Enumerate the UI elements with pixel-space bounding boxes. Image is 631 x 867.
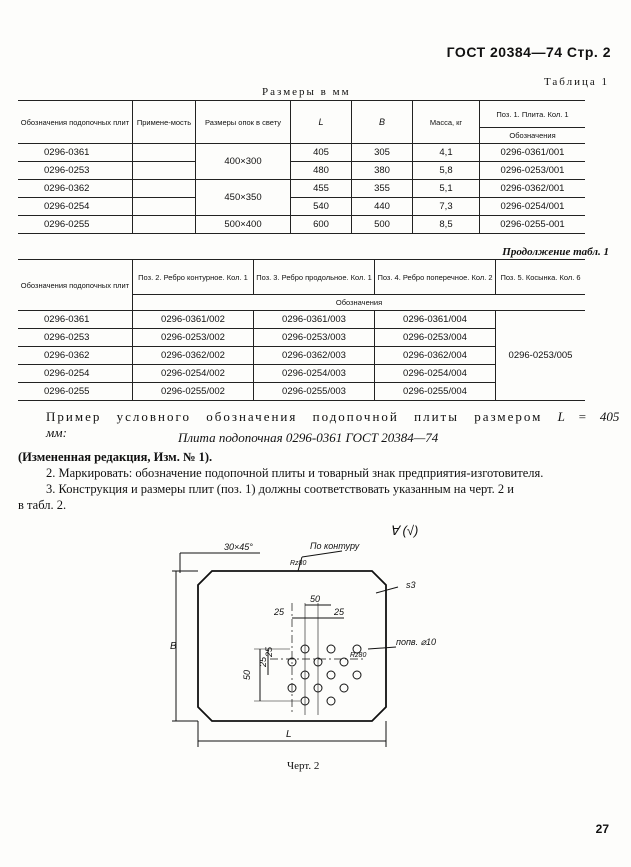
col-header: Поз. 2. Ребро контурное. Кол. 1: [133, 260, 254, 295]
table-row: [18, 216, 585, 234]
dim-25-vertical: 25: [258, 656, 268, 667]
cell-size: 500×400: [196, 216, 291, 234]
cell-applicability: [133, 216, 196, 234]
col-header: Поз. 1. Плита. Кол. 1: [480, 101, 586, 128]
table1-header-row: [18, 101, 585, 128]
cell-applicability: [133, 198, 196, 216]
holes-label: попв. ⌀10: [396, 637, 437, 647]
cell-pos1: 0296-0361/001: [480, 144, 586, 162]
col-header: Обозначения подопочных плит: [18, 101, 133, 144]
sub-header: Обозначения: [480, 128, 586, 144]
cell-pos2: 0296-0362/002: [133, 347, 254, 365]
cell-mass: 7,3: [413, 198, 480, 216]
cell-pos3: 0296-0253/003: [254, 329, 375, 347]
cell-pos4: 0296-0253/004: [375, 329, 496, 347]
table1: [18, 100, 585, 234]
designation-example: Плита подопочная 0296-0361 ГОСТ 20384—74: [178, 430, 439, 445]
cell-pos4: 0296-0254/004: [375, 365, 496, 383]
cell-L: 405: [291, 144, 352, 162]
cell-applicability: [133, 144, 196, 162]
page-number: 27: [595, 822, 609, 836]
cell-pos2: 0296-0253/002: [133, 329, 254, 347]
cell-pos4: 0296-0362/004: [375, 347, 496, 365]
cell-mass: 5,1: [413, 180, 480, 198]
dim-l-label: L: [286, 729, 292, 740]
cell-code: 0296-0253: [18, 162, 133, 180]
cell-mass: 4,1: [413, 144, 480, 162]
cell-L: 480: [291, 162, 352, 180]
cell-B: 355: [352, 180, 413, 198]
table2-header-row: [18, 260, 585, 295]
table1-units: Размеры в мм: [262, 86, 351, 98]
cell-pos3: 0296-0254/003: [254, 365, 375, 383]
cell-L: 540: [291, 198, 352, 216]
cell-L: 600: [291, 216, 352, 234]
cell-pos1: 0296-0254/001: [480, 198, 586, 216]
cell-mass: 8,5: [413, 216, 480, 234]
col-header: Поз. 5. Косынка. Кол. 6: [496, 260, 586, 295]
table-row: [18, 180, 585, 198]
plate-drawing: [150, 515, 450, 760]
table-row: [18, 144, 585, 162]
col-header: B: [352, 101, 413, 144]
roughness-label: Rz80: [290, 560, 307, 567]
cell-B: 305: [352, 144, 413, 162]
item-3-line1: 3. Конструкция и размеры плит (поз. 1) должны соответствовать указанным на черт. 2 и: [46, 482, 514, 496]
cell-B: 380: [352, 162, 413, 180]
table-row: [18, 162, 585, 180]
dim-25-vertical: 25: [264, 646, 274, 657]
cell-code: 0296-0254: [18, 198, 133, 216]
thickness-label: s3: [406, 580, 416, 590]
cell-code: 0296-0254: [18, 365, 133, 383]
chamfer-label: 30×45°: [224, 542, 253, 552]
table2-caption: Продолжение табл. 1: [502, 246, 609, 258]
cell-pos1: 0296-0253/001: [480, 162, 586, 180]
col-header: Масса, кг: [413, 101, 480, 144]
dim-b-label: B: [170, 641, 177, 652]
example-text: Пример условного обозначения подопочной плиты размером: [46, 409, 543, 424]
table1-caption: Таблица 1: [543, 76, 609, 88]
cell-applicability: [133, 180, 196, 198]
cell-code: 0296-0362: [18, 180, 133, 198]
figure-caption: Черт. 2: [287, 760, 320, 772]
cell-code: 0296-0361: [18, 311, 133, 329]
cell-mass: 5,8: [413, 162, 480, 180]
cell-code: 0296-0255: [18, 383, 133, 401]
table-row: [18, 311, 585, 329]
item-2: 2. Маркировать: обозначение подопочной плиты и товарный знак предприятия-изготовителя.: [46, 466, 544, 480]
cell-pos4: 0296-0361/004: [375, 311, 496, 329]
cell-B: 500: [352, 216, 413, 234]
col-header: Обозначения подопочных плит: [18, 260, 133, 311]
cell-size: 400×300: [196, 144, 291, 180]
edition-note: (Измененная редакция, Изм. № 1).: [18, 450, 213, 464]
cell-L: 455: [291, 180, 352, 198]
dim-25: 25: [274, 607, 285, 617]
cell-pos5: 0296-0253/005: [496, 311, 586, 401]
dim-50: 50: [310, 594, 321, 604]
cell-pos1: 0296-0255-001: [480, 216, 586, 234]
cell-pos2: 0296-0255/002: [133, 383, 254, 401]
col-header: Размеры опок в свету: [196, 101, 291, 144]
cell-pos3: 0296-0255/003: [254, 383, 375, 401]
item-3-line2: в табл. 2.: [18, 498, 67, 512]
col-header: Поз. 3. Ребро продольное. Кол. 1: [254, 260, 375, 295]
dim-25: 25: [334, 607, 345, 617]
table-row: [18, 198, 585, 216]
cell-pos4: 0296-0255/004: [375, 383, 496, 401]
cell-pos3: 0296-0361/003: [254, 311, 375, 329]
dim-50-vertical: 50: [242, 669, 252, 680]
cell-pos2: 0296-0361/002: [133, 311, 254, 329]
cell-code: 0296-0253: [18, 329, 133, 347]
roughness-mark: ∀ (√): [390, 523, 419, 538]
cell-pos2: 0296-0254/002: [133, 365, 254, 383]
contour-label: По контуру: [310, 541, 360, 551]
example-length: L = 405 мм:: [46, 409, 620, 440]
cell-code: 0296-0362: [18, 347, 133, 365]
roughness-label: Rz80: [350, 652, 367, 659]
col-header: L: [291, 101, 352, 144]
cell-pos3: 0296-0362/003: [254, 347, 375, 365]
cell-code: 0296-0255: [18, 216, 133, 234]
cell-B: 440: [352, 198, 413, 216]
cell-pos1: 0296-0362/001: [480, 180, 586, 198]
cell-code: 0296-0361: [18, 144, 133, 162]
cell-size: 450×350: [196, 180, 291, 216]
sub-header: Обозначения: [133, 295, 586, 311]
standard-header: ГОСТ 20384—74 Стр. 2: [446, 44, 611, 60]
col-header: Поз. 4. Ребро поперечное. Кол. 2: [375, 260, 496, 295]
cell-applicability: [133, 162, 196, 180]
table2: [18, 259, 585, 401]
col-header: Примене-мость: [133, 101, 196, 144]
